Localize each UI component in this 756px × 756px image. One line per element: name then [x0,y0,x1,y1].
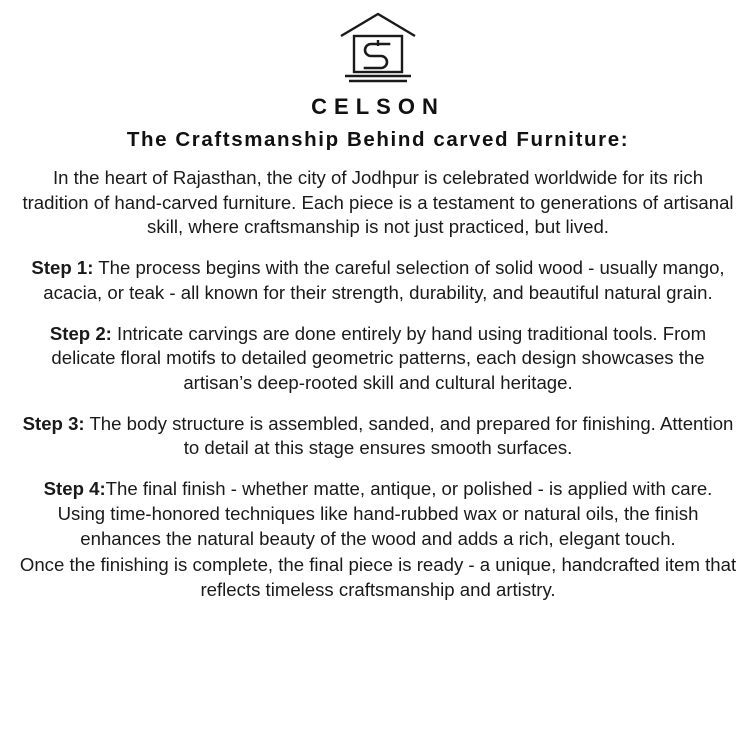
step-text-1: The process begins with the careful selection of solid wood - usually mango, acacia, or teak - all known for their strength, durability, and beautiful natural grain. [43,257,725,303]
step-text-4: The final finish - whether matte, antique, or polished - is applied with care. Using time-honored techniques like hand-rubbed wax or natural oils, the finish enhances the natural beauty of the wood and adds a rich, elegant touch. [57,478,713,549]
logo-wrap [18,10,738,86]
step-paragraph-3 [18,412,738,461]
step-label-3: Step 3: [22,412,85,434]
step-paragraph-2 [18,322,738,396]
page-title: The Craftsmanship Behind carved Furniture: [126,128,630,151]
step-paragraph-1 [18,256,738,305]
step-paragraph-4 [18,477,738,551]
step-text-2: Intricate carvings are done entirely by hand using traditional tools. From delicate floral motifs to detailed geometric patterns, each design showcases the artisan’s deep-rooted skill and cultural heritage. [51,322,707,394]
step-label-1: Step 1: [31,257,94,279]
step-text-3: The body structure is assembled, sanded, and prepared for finishing. Attention to detail at this stage ensures smooth surfaces. [84,412,734,459]
brand-name: CELSON [311,94,445,119]
intro-paragraph: In the heart of Rajasthan, the city of Jodhpur is celebrated worldwide for its rich tradition of hand-carved furniture. Each piece is a testament to generations of artisanal skill, where craftsmanship is not just practiced, but lived. [22,167,734,238]
house-monogram-logo-icon [335,10,421,86]
step-label-4: Step 4: [43,478,106,500]
closing-paragraph: Once the finishing is complete, the final piece is ready - a unique, handcrafted item that reflects timeless craftsmanship and artistry. [19,554,737,601]
step-label-2: Step 2: [49,322,112,344]
